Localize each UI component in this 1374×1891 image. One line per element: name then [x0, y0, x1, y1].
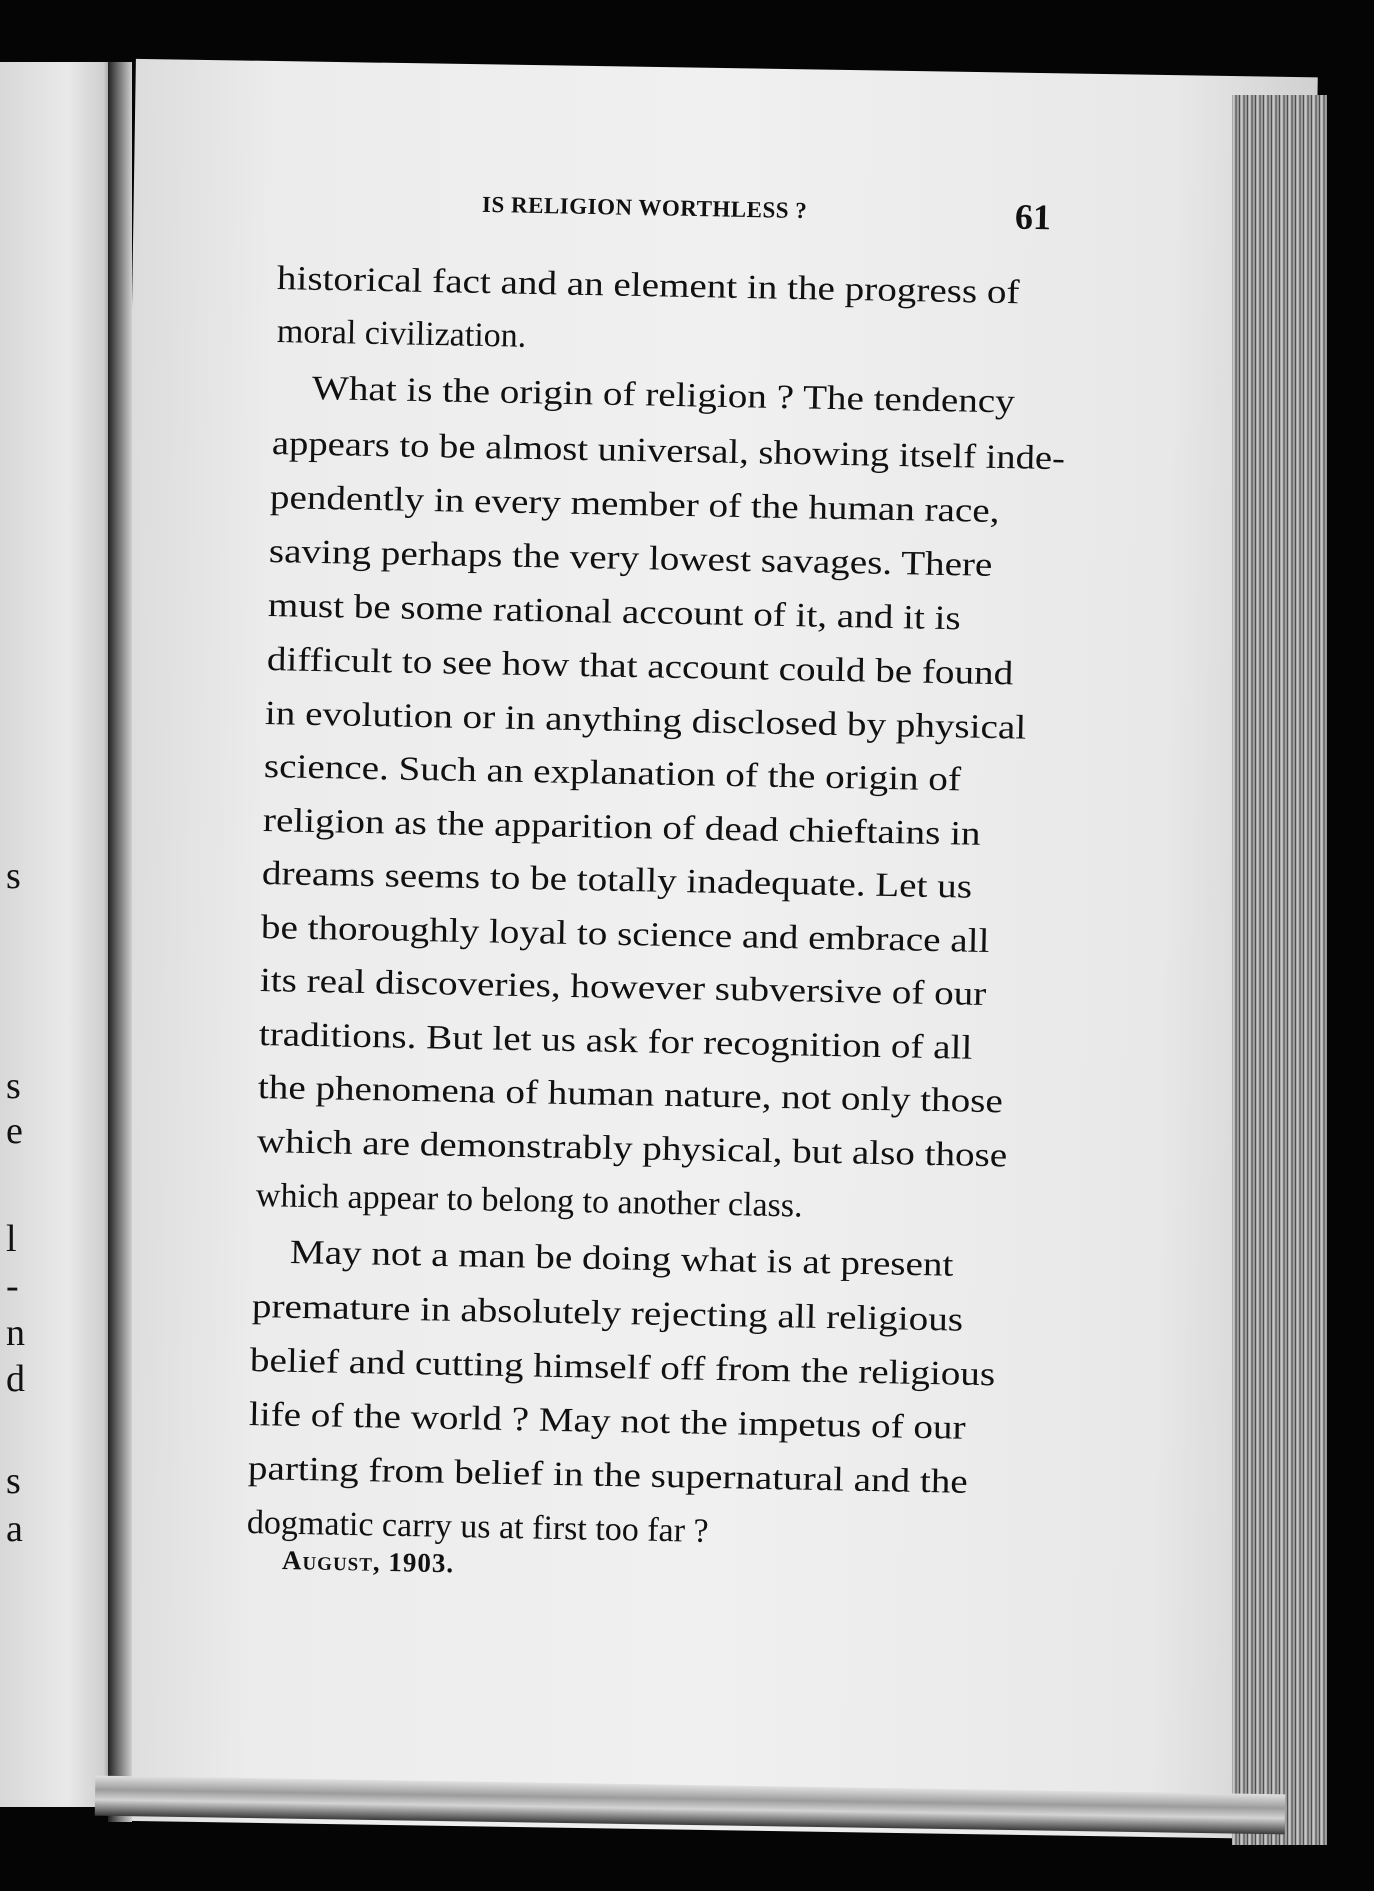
page-edges — [1232, 95, 1327, 1845]
text-line: its real discoveries, however subversive of our — [259, 962, 987, 1013]
left-page-fragment: s — [6, 1460, 21, 1502]
text-line: religion as the apparition of dead chieftains in — [262, 802, 981, 853]
running-head: IS RELIGION WORTHLESS ? — [481, 191, 808, 224]
text-line: parting from belief in the supernatural and the — [247, 1450, 969, 1501]
text-line: which are demonstrably physical, but also those — [256, 1123, 1008, 1175]
text-line: May not a man be doing what is at present — [289, 1234, 954, 1284]
left-page-fragment: s — [6, 1065, 21, 1107]
text-line: appears to be almost universal, showing itself inde- — [271, 425, 1066, 478]
text-line: which appear to belong to another class. — [255, 1177, 803, 1225]
text-line: moral civilization. — [276, 313, 527, 355]
text-line: life of the world ? May not the impetus of our — [248, 1396, 966, 1447]
text-line: dreams seems to be totally inadequate. Let us — [261, 855, 973, 906]
page-gutter — [108, 62, 132, 1822]
text-line: saving perhaps the very lowest savages. There — [268, 533, 993, 584]
text-line: the phenomena of human nature, not only those — [257, 1069, 1004, 1121]
text-line: premature in absolutely rejecting all religious — [251, 1288, 964, 1339]
text-line: pendently in every member of the human race, — [269, 479, 1000, 531]
text-line: must be some rational account of it, and it is — [267, 587, 962, 638]
left-page-fragment: e — [6, 1110, 23, 1152]
text-line: traditions. But let us ask for recognition of all — [258, 1016, 973, 1067]
text-line: be thoroughly loyal to science and embrace all — [260, 909, 990, 960]
left-facing-page — [0, 62, 122, 1807]
left-page-fragment: - — [6, 1265, 19, 1307]
left-page-fragment: a — [6, 1508, 23, 1550]
text-line: belief and cutting himself off from the religious — [249, 1342, 996, 1394]
date-line: August, 1903. — [281, 1545, 455, 1579]
left-page-fragment: l — [6, 1218, 17, 1260]
text-line: What is the origin of religion ? The tendency — [311, 370, 1016, 421]
text-line: in evolution or in anything disclosed by physical — [264, 695, 1027, 747]
text-line: historical fact and an element in the progress of — [276, 260, 1020, 312]
page-number: 61 — [1014, 196, 1052, 238]
left-page-fragment: n — [6, 1312, 25, 1354]
text-line: science. Such an explanation of the origin of — [263, 748, 962, 799]
left-page-fragment: d — [6, 1358, 25, 1400]
text-line: dogmatic carry us at first too far ? — [246, 1504, 709, 1550]
text-line: difficult to see how that account could be found — [266, 641, 1014, 693]
left-page-fragment: s — [6, 855, 21, 897]
